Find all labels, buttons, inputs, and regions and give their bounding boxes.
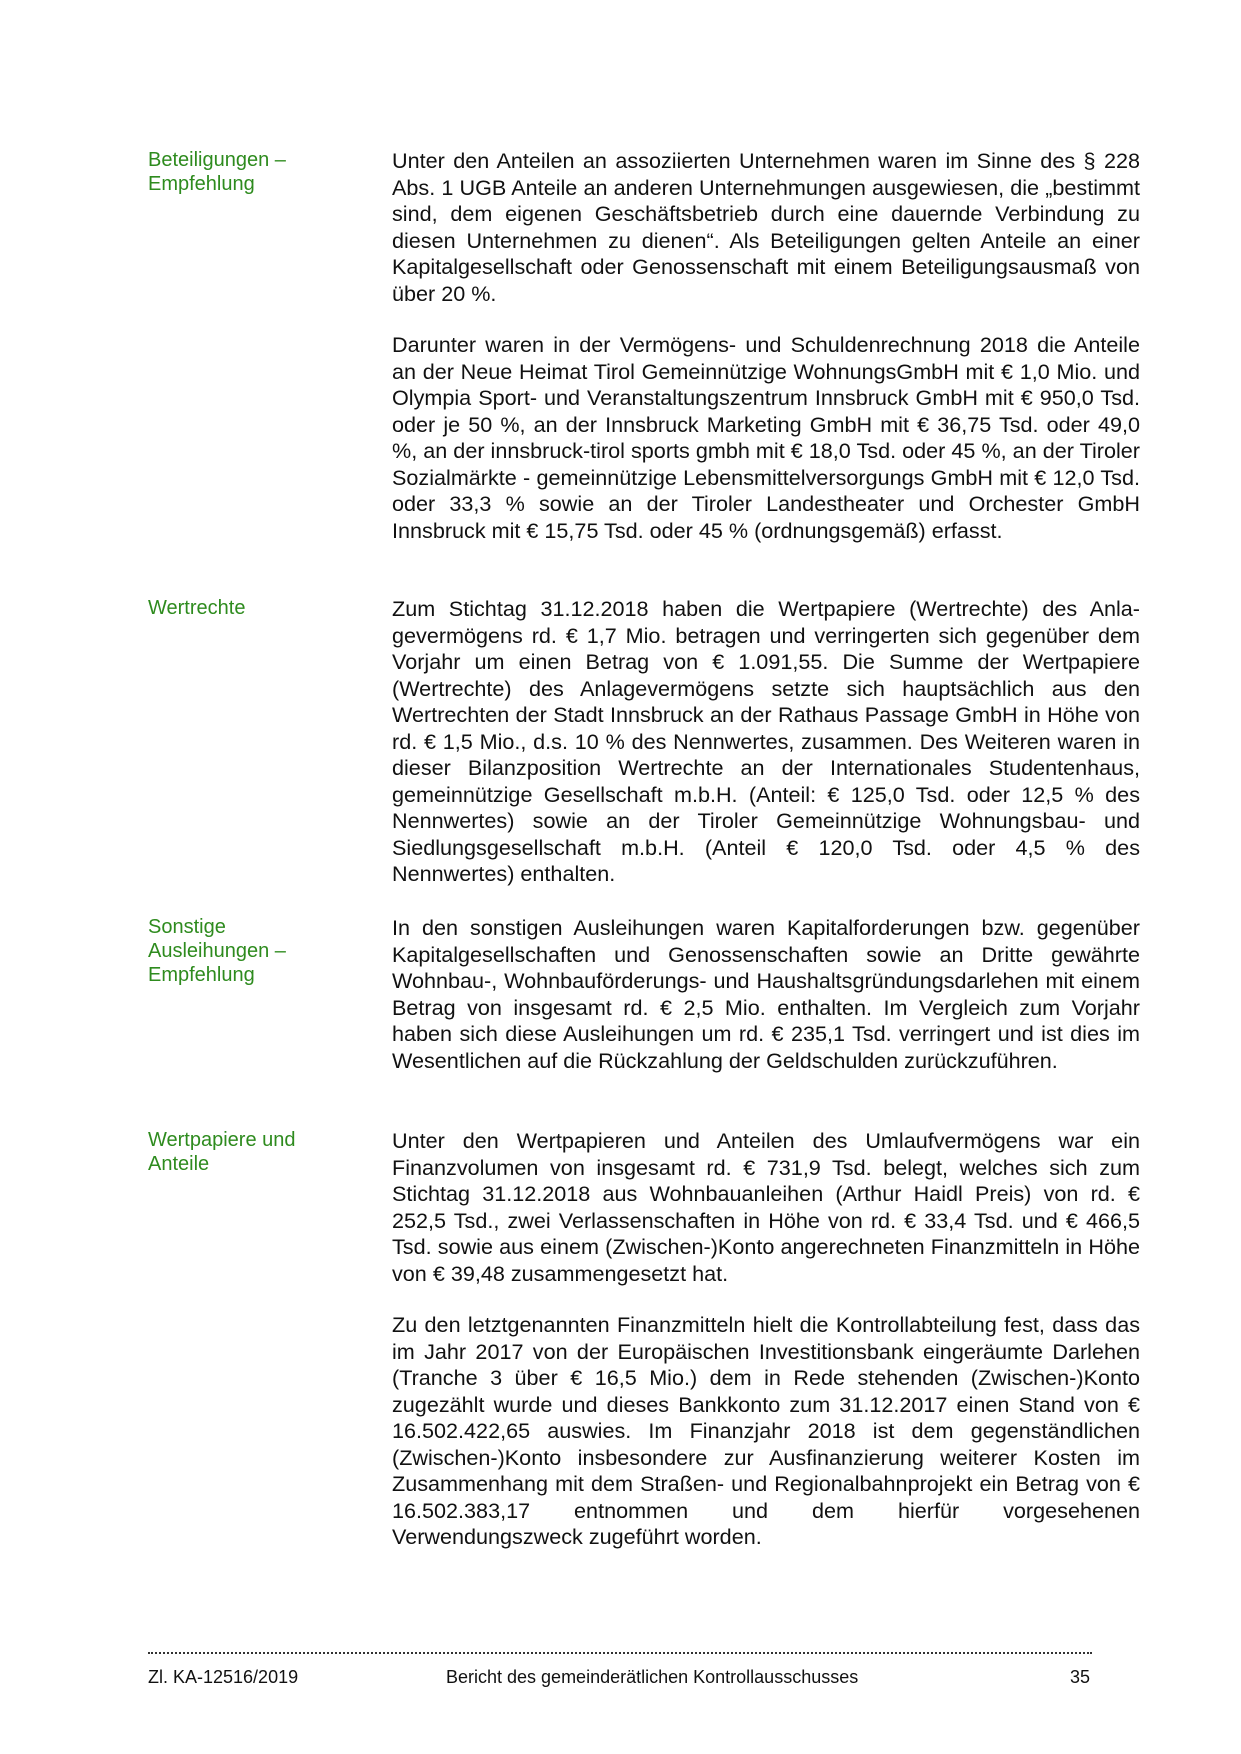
- margin-note-line: Ausleihungen –: [148, 940, 286, 962]
- margin-note-sonstige-ausleihungen: [148, 915, 378, 987]
- footer-reference: Zl. KA-12516/2019: [148, 1667, 299, 1687]
- paragraph-beteiligungen-1: Unter den Anteilen an assoziierten Unternehmen waren im Sinne des § 228 Abs. 1 UGB Anteile an anderen Unternehmungen ausgewiesen, die „bestimmt sind, dem eigenen Geschäftsbetrieb durch eine dauernde Verbindung zu diesen Unternehmen zu dienen“. Als Beteiligungen gelten Anteile an einer Kapitalgesellschaft oder Genossenschaft mit einem Beteiligungsausmaß von über 20 %.: [392, 148, 1140, 306]
- paragraph-wertrechte: Zum Stichtag 31.12.2018 haben die Wertpapiere (Wertrechte) des Anlagevermögens rd. € 1,7 Mio. betragen und verringerten sich gegenüber dem Vorjahr um einen Betrag von € 1.091,55. Die Summe der Wertpapiere (Wertrechte) des Anlagevermögens setzte sich hauptsächlich aus den Wertrechten der Stadt Innsbruck an der Rathaus Passage GmbH in Höhe von rd. € 1,5 Mio., d.s. 10 % des Nennwertes, zusammen. Des Weiteren waren in dieser Bilanzposition Wertrechte an der Internationales Studentenhaus, gemeinnützige Gesellschaft m.b.H. (Anteil: € 125,0 Tsd. oder 12,5 % des Nennwertes) sowie an der Tiroler Gemeinnützige Wohnungsbau- und Siedlungsgesellschaft m.b.H. (Anteil € 120,0 Tsd. oder 4,5 % des Nennwertes) enthalten.: [392, 596, 1140, 886]
- margin-note-line: Sonstige: [148, 916, 226, 938]
- paragraph-sonstige-ausleihungen: In den sonstigen Ausleihungen waren Kapitalforderungen bzw. gegenüber Kapitalgesellschaften und Genossenschaften sowie an Dritte gewährte Wohnbau-, Wohnbauförderungs- und Haushaltsgründungsdarlehen mit einem Betrag von insgesamt rd. € 2,5 Mio. enthalten. Im Vergleich zum Vorjahr haben sich diese Ausleihungen um rd. € 235,1 Tsd. verringert und ist dies im Wesentlichen auf die Rückzahlung der Geldschulden zurückzuführen.: [392, 915, 1140, 1073]
- paragraph-beteiligungen-2: Darunter waren in der Vermögens- und Schuldenrechnung 2018 die Anteile an der Neue Heimat Tirol Gemeinnützige WohnungsGmbH mit € 1,0 Mio. und Olympia Sport- und Veranstaltungszentrum Innsbruck GmbH mit € 950,0 Tsd. oder je 50 %, an der Innsbruck Marketing GmbH mit € 36,75 Tsd. oder 49,0 %, an der innsbruck-tirol sports gmbh mit € 18,0 Tsd. oder 45 %, an der Tiroler Sozialmärkte - gemeinnützige Lebensmittelversorgungs GmbH mit € 12,0 Tsd. oder 33,3 % sowie an der Tiroler Landestheater und Orchester GmbH Innsbruck mit € 15,75 Tsd. oder 45 % (ordnungsgemäß) erfasst.: [392, 332, 1140, 543]
- margin-note-line: Empfehlung: [148, 173, 255, 195]
- margin-note-beteiligungen: [148, 148, 378, 196]
- paragraph-wertpapiere-2: Zu den letztgenannten Finanzmitteln hielt die Kontrollabteilung fest, dass das im Jahr 2017 von der Europäischen Investitionsbank eingeräumte Darlehen (Tranche 3 über € 16,5 Mio.) dem in Rede stehenden (Zwischen-)Konto zugezählt wurde und dieses Bankkonto zum 31.12.2017 einen Stand von € 16.502.422,65 auswies. Im Finanzjahr 2018 ist dem gegenständlichen (Zwischen-)Konto insbesondere zur Ausfinanzierung weiterer Kosten im Zusammenhang mit dem Straßen- und Regionalbahnprojekt ein Betrag von € 16.502.383,17 entnommen und dem hierfür vorgesehenen Verwendungszweck zugeführt worden.: [392, 1312, 1140, 1549]
- margin-note-line: Beteiligungen –: [148, 149, 286, 171]
- footer-title: Bericht des gemeinderätlichen Kontrollausschusses: [446, 1667, 859, 1687]
- paragraph-wertpapiere-1: Unter den Wertpapieren und Anteilen des Umlaufvermögens war ein Finanzvolumen von insgesamt rd. € 731,9 Tsd. belegt, welches sich zum Stichtag 31.12.2018 aus Wohnbauanleihen (Arthur Haidl Preis) von rd. € 252,5 Tsd., zwei Verlassenschaften in Höhe von rd. € 33,4 Tsd. und € 466,5 Tsd. sowie aus einem (Zwischen-)Konto angerechneten Finanzmitteln in Höhe von € 39,48 zusammengesetzt hat.: [392, 1128, 1140, 1286]
- margin-note-wertpapiere: [148, 1128, 378, 1176]
- margin-note-line: Anteile: [148, 1153, 210, 1175]
- margin-note-wertrechte: [148, 596, 378, 620]
- margin-note-line: Wertrechte: [148, 597, 246, 619]
- margin-note-line: Empfehlung: [148, 964, 255, 986]
- margin-note-line: Wertpapiere und: [148, 1129, 296, 1151]
- page-number: 35: [1070, 1667, 1091, 1687]
- footer-divider: [148, 1652, 1092, 1654]
